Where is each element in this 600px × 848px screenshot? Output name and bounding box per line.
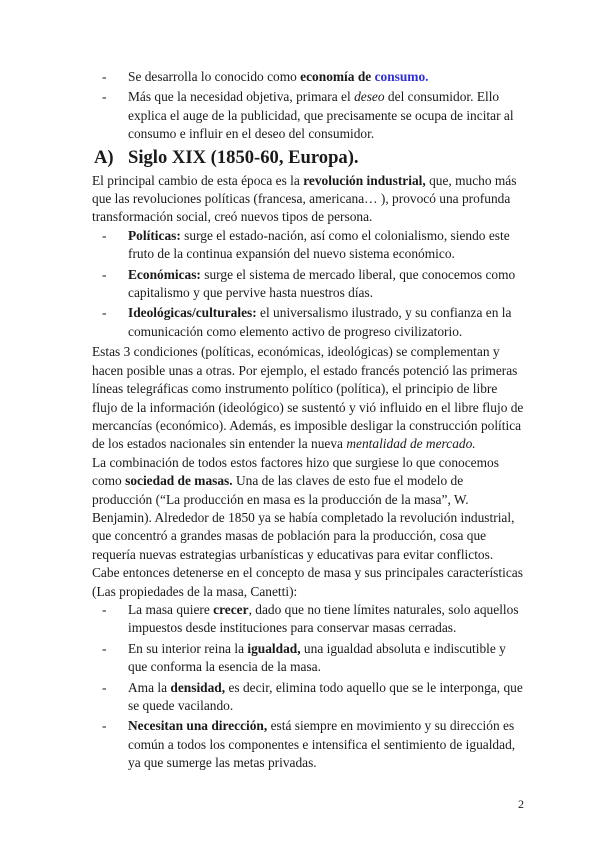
list-item: - Políticas: surge el estado-nación, así como el colonialismo, siendo este fruto de la continua expansión del nuevo sistema económico. [128,227,524,264]
paragraph: El principal cambio de esta época es la revolución industrial, que, mucho más que las revoluciones políticas (francesa, americana… ), provocó una profunda transformación social, creó nuevos tipos de persona. [92,172,517,225]
highlighted-term: consumo. [374,69,429,84]
list-item: - Necesitan una dirección, está siempre en movimiento y su dirección es común a todos los componentes e intensifica el sentimiento de igualdad, ya que sumerge las metas privadas. [128,717,524,772]
paragraph: Estas 3 condiciones (políticas, económicas, ideológicas) se complementan y hacen posible unas a otras. Por ejemplo, el estado francés potenció las primeras líneas telegráficas como instrumento político (política), el principio de libre flujo de la información (ideológico) se sustentó y vió influido en el libre flujo de mercancías (económico). Además, es imposible desligar la construcción política de los estados nacionales sin entender la nueva mentalidad de mercado. [92,344,524,452]
mass-properties-list [92,601,524,773]
section-heading [92,146,524,170]
page-content [92,68,524,775]
section-letter: A) [94,146,114,168]
list-item: - Más que la necesidad objetiva, primara el deseo del consumidor. Ello explica el auge de la publicidad, que precisamente se ocupa de incitar al consumo e influir en el deseo del consumidor. [128,88,524,143]
page-number: 2 [518,797,524,811]
list-item: - La masa quiere crecer, dado que no tiene límites naturales, solo aquellos impuestos desde instituciones para conservar masas cerradas. [128,601,524,638]
list-item: - Ama la densidad, es decir, elimina todo aquello que se le interponga, que se quede vacilando. [128,679,524,716]
paragraph: La combinación de todos estos factores hizo que surgiese lo que conocemos como sociedad de masas. Una de las claves de esto fue el modelo de producción (“La producción en masa es la producción de la masa”, W. Benjamin). Alrededor de 1850 ya se había completado la revolución industrial, que concentró a grandes masas de población para la producción, cosa que requería nuevas estrategias urbanísticas y educativas para evitar conflictos. [92,454,515,562]
list-item: - Económicas: surge el sistema de mercado liberal, que conocemos como capitalismo y que pervive hasta nuestros días. [128,266,524,303]
list-item: - Se desarrolla lo conocido como economía de consumo. [128,68,524,86]
paragraph: Cabe entonces detenerse en el concepto de masa y sus principales características (Las propiedades de la masa, Canetti): [92,565,523,599]
conditions-list [92,227,524,341]
list-item: - Ideológicas/culturales: el universalismo ilustrado, y su confianza en la comunicación como elemento activo de progreso civilizatorio. [128,304,524,341]
list-item: - En su interior reina la igualdad, una igualdad absoluta e indiscutible y que conforma la esencia de la masa. [128,640,524,677]
intro-bullet-list [92,68,524,144]
section-title: Siglo XIX (1850-60, Europa). [128,146,359,168]
